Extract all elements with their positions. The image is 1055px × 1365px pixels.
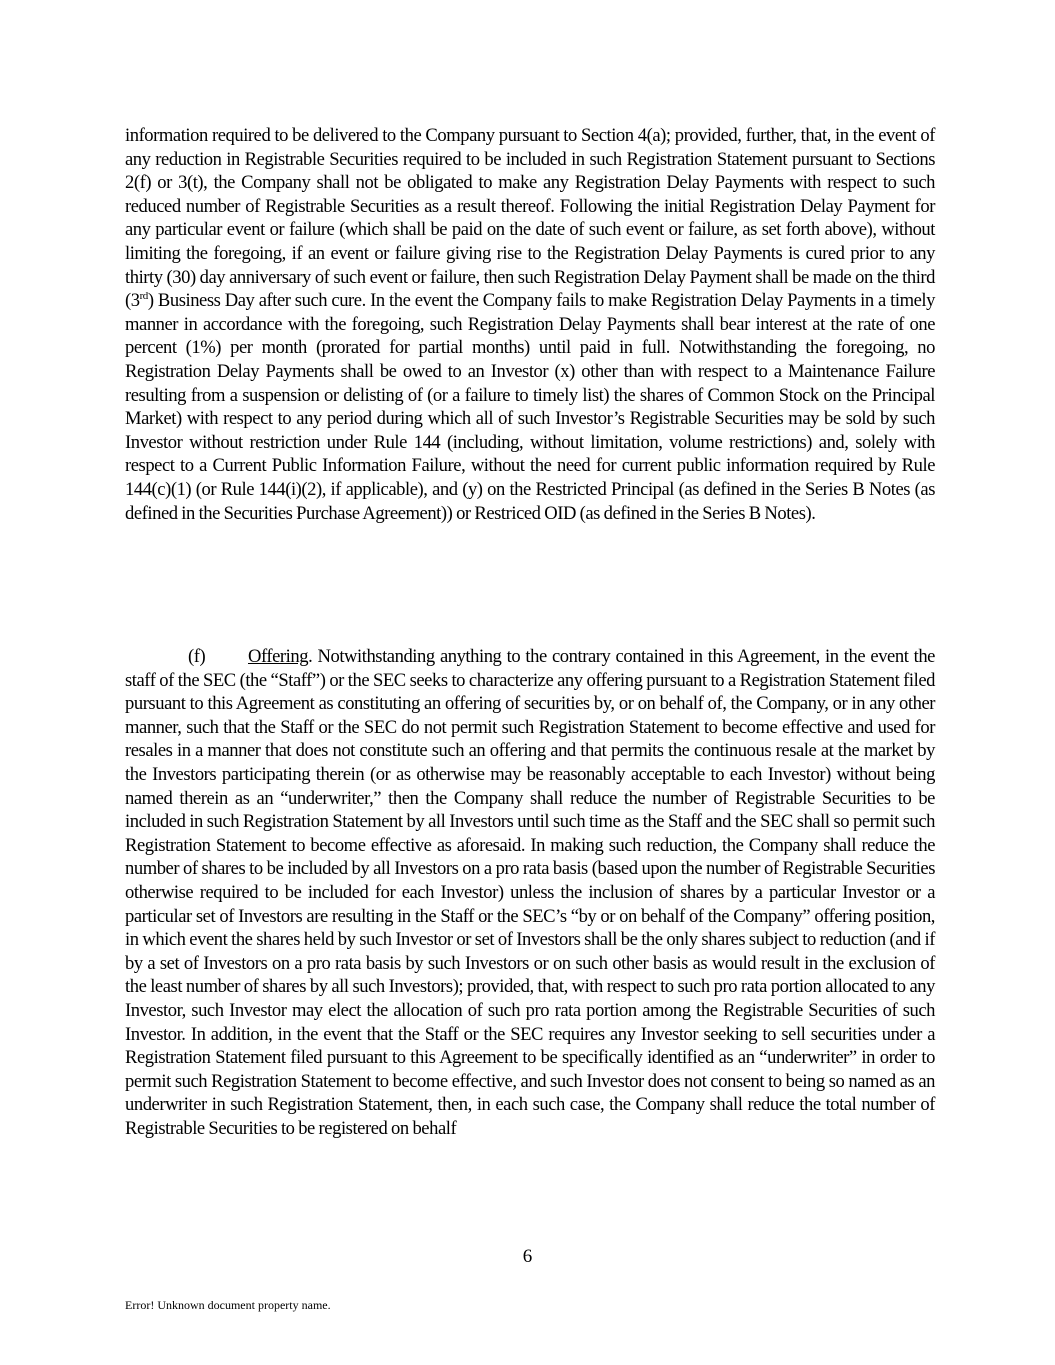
ordinal-superscript: rd [139,289,148,302]
section-label: (f) [188,646,206,667]
paragraph-registration-delay [125,124,935,525]
paragraph-text-part1: information required to be delivered to the Company pursuant to Section 4(a); provided, further, that, in the event of any reduction in Registrable Securities required to be included in such Registration Statement pursuant to Sections 2(f) or 3(t), the Company shall not be obligated to make any Registration Delay Payments with respect to such reduced number of Registrable Securities as a result thereof. Following the initial Registration Delay Payment for any particular event or failure (which shall be paid on the date of such event or failure, as set forth above), without limiting the foregoing, if an event or failure giving rise to the Registration Delay Payments is cured prior to any thirty (30) day anniversary of such event or failure, then such Registration Delay Payment shall be made on the third (3 [125,125,935,312]
paragraph-offering [125,645,935,1140]
page-number: 6 [522,1246,533,1267]
paragraph-text-part2: ) Business Day after such cure. In the event the Company fails to make Registration Delay Payments in a timely manner in accordance with the foregoing, such Registration Delay Payments shall bear interest at the rate of one percent (1%) per month (prorated for partial months) until paid in full. Notwithstanding the foregoing, no Registration Delay Payments shall be owed to an Investor (x) other than with respect to a Maintenance Failure resulting from a suspension or delisting of (or a failure to timely list) the shares of Common Stock on the Principal Market) with respect to any period during which all of such Investor’s Registrable Securities may be sold by such Investor without restriction under Rule 144 (including, without limitation, volume restrictions) and, solely with respect to a Current Public Information Failure, without the need for current public information required by Rule 144(c)(1) (or Rule 144(i)(2), if applicable), and (y) on the Restricted Principal (as defined in the Series B Notes (as defined in the Securities Purchase Agreement)) or Restriced OID (as defined in the Series B Notes). [125,290,935,524]
footer-text: Error! Unknown document property name. [125,1298,331,1312]
section-heading: Offering [248,646,309,667]
paragraph-body: . Notwithstanding anything to the contrary contained in this Agreement, in the event the staff of the SEC (the “Staff”) or the SEC seeks to characterize any offering pursuant to a Registration Statement filed pursuant to this Agreement as constituting an offering of securities by, or on behalf of, the Company, or in any other manner, such that the Staff or the SEC do not permit such Registration Statement to become effective and used for resales in a manner that does not constitute such an offering and that permits the continuous resale at the market by the Investors participating therein (or as otherwise may be reasonably acceptable to each Investor) without being named therein as an “underwriter,” then the Company shall reduce the number of Registrable Securities to be included in such Registration Statement by all Investors until such time as the Staff and the SEC shall so permit such Registration Statement to become effective as aforesaid. In making such reduction, the Company shall reduce the number of shares to be included by all Investors on a pro rata basis (based upon the number of Registrable Securities otherwise required to be included for each Investor) unless the inclusion of shares by a particular Investor or a particular set of Investors are resulting in the Staff or the SEC’s “by or on behalf of the Company” offering position, in which event the shares held by such Investor or set of Investors shall be the only shares subject to reduction (and if by a set of Investors on a pro rata basis by such Investors or on such other basis as would result in the exclusion of the least number of shares by all such Investors); provided, that, with respect to such pro rata portion allocated to any Investor, such Investor may elect the allocation of such pro rata portion among the Registrable Securities of such Investor. In addition, in the event that the Staff or the SEC requires any Investor seeking to sell securities under a Registration Statement filed pursuant to this Agreement to be specifically identified as an “underwriter” in order to permit such Registration Statement to become effective, and such Investor does not consent to being so named as an underwriter in such Registration Statement, then, in each such case, the Company shall reduce the total number of Registrable Securities to be registered on behalf [125,646,935,1139]
